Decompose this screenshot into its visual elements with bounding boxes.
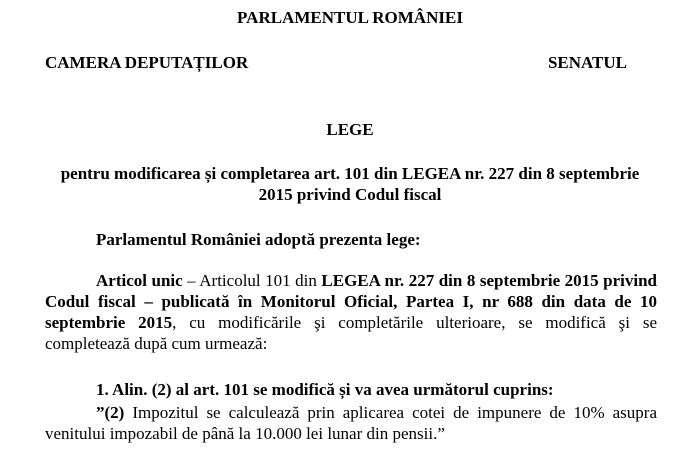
adoption-formula: Parlamentul României adoptă prezenta lege: [96, 230, 421, 249]
article-dash: – Articolul 101 din [182, 271, 322, 290]
parliament-title: PARLAMENTUL ROMÂNIEI [237, 8, 463, 27]
article-reference: LEGEA nr. 227 din 8 septembrie 2015 privind Codul fiscal – publicată în Monitorul Oficial, Partea I, nr 688 din data de 10 septembrie 2015 [45, 271, 657, 332]
chamber-senate: SENATUL [547, 53, 627, 72]
quote-text: Impozitul se calculează prin aplicarea cotei de impunere de 10% asupra venitului impozabil de până la 10.000 lei lunar din pensii.” [45, 403, 657, 443]
point-heading: 1. Alin. (2) al art. 101 se modifică și va avea următorul cuprins: [96, 380, 554, 399]
chamber-deputies: CAMERA DEPUTAȚILOR [45, 53, 249, 72]
article-label: Articol unic [96, 271, 183, 290]
article-paragraph [45, 270, 657, 354]
chambers-row [45, 53, 627, 73]
article-rest: , cu modificările şi completările ulterioare, se modifică şi se completează după cum urmează: [45, 313, 657, 353]
amendment-quote [45, 402, 657, 444]
law-kind: LEGE [326, 120, 374, 139]
law-title: pentru modificarea și completarea art. 101 din LEGEA nr. 227 din 8 septembrie 2015 privind Codul fiscal [60, 164, 640, 204]
quote-paragraph-label: (2) [104, 403, 125, 422]
quote-open-mark: ” [96, 403, 105, 422]
